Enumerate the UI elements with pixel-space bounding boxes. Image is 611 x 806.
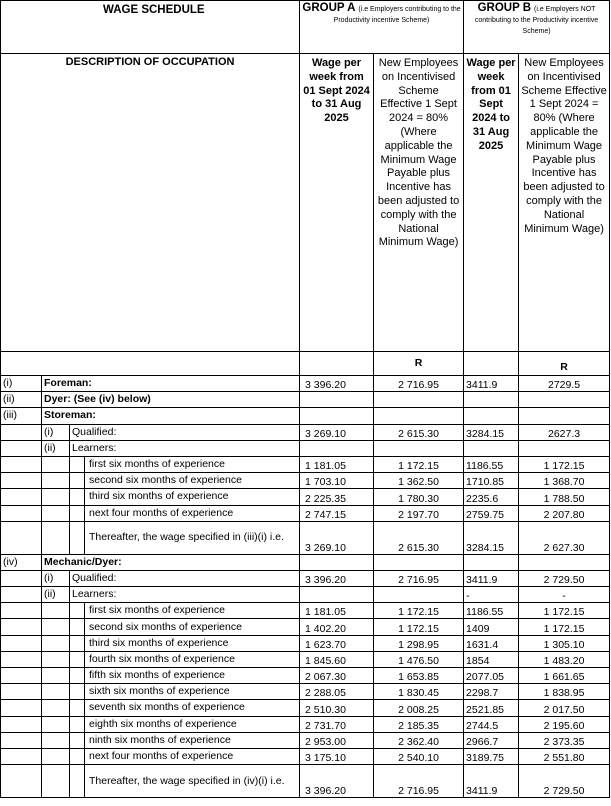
- group-a-wage: 3 269.10: [300, 521, 374, 554]
- group-b-note: (i.e Employers NOT contributing to the Productivity incentive Scheme): [474, 6, 599, 35]
- group-b-new-wage: 2 627.30: [519, 521, 610, 554]
- blank-cell: [1, 619, 42, 635]
- group-a-new-wage: 1 172.15: [374, 603, 464, 619]
- row-label: next four months of experience: [85, 748, 300, 764]
- group-b-wage: [464, 392, 519, 408]
- blank-cell: [70, 668, 85, 684]
- group-a-wage: 3 396.20: [300, 570, 374, 586]
- group-b-wage: 2077.05: [464, 668, 519, 684]
- group-b-new-wage: 1 838.95: [519, 684, 610, 700]
- blank-cell: [1, 489, 42, 505]
- table-row: [1, 456, 610, 472]
- group-b-new-wage: 2 551.80: [519, 748, 610, 764]
- group-b-new-employees-header: New Employees on Incentivised Scheme Effective 1 Sept 2024 = 80% (Where applicable the Minimum Wage Payable plus Incentive has been adjusted to comply with the National Minimum Wage): [519, 54, 610, 352]
- group-b-wage: 1409: [464, 619, 519, 635]
- row-label: seventh six months of experience: [85, 700, 300, 716]
- blank-cell: [1, 603, 42, 619]
- row-label: third six months of experience: [85, 489, 300, 505]
- group-b-new-wage: -: [519, 587, 610, 603]
- group-a-wage: 2 747.15: [300, 505, 374, 521]
- group-b-new-wage: 2 729.50: [519, 765, 610, 798]
- blank-cell: [1, 352, 300, 376]
- group-b-new-wage: [519, 408, 610, 424]
- blank-cell: [70, 456, 85, 472]
- group-a-wage: 1 845.60: [300, 651, 374, 667]
- table-row: [1, 619, 610, 635]
- table-row: [1, 521, 610, 554]
- table-row: [1, 554, 610, 570]
- group-b-new-wage: 2 017.50: [519, 700, 610, 716]
- blank-cell: [1, 456, 42, 472]
- blank-cell: [42, 765, 70, 798]
- blank-cell: [42, 505, 70, 521]
- row-subnumber: (ii): [42, 440, 70, 456]
- group-a-header: [300, 1, 464, 54]
- group-a-wage: 1 623.70: [300, 635, 374, 651]
- row-label: next four months of experience: [85, 505, 300, 521]
- group-b-new-wage: 2 207.80: [519, 505, 610, 521]
- group-b-wage: 3411.9: [464, 570, 519, 586]
- blank-cell: [1, 570, 42, 586]
- group-b-new-wage: 2627.3: [519, 424, 610, 440]
- blank-cell: [70, 716, 85, 732]
- blank-cell: [70, 489, 85, 505]
- group-a-wage: [300, 392, 374, 408]
- table-row: [1, 440, 610, 456]
- blank-cell: [42, 619, 70, 635]
- group-a-new-wage: 1 780.30: [374, 489, 464, 505]
- table-row: [1, 748, 610, 764]
- blank-cell: [1, 505, 42, 521]
- group-a-wage: 3 175.10: [300, 748, 374, 764]
- blank-cell: [70, 521, 85, 554]
- blank-cell: [70, 619, 85, 635]
- group-b-wage: [464, 554, 519, 570]
- table-row: [1, 732, 610, 748]
- group-a-new-wage: 2 615.30: [374, 521, 464, 554]
- row-label: Thereafter, the wage specified in (iii)(i) i.e.: [85, 521, 300, 554]
- group-b-wage: 3284.15: [464, 424, 519, 440]
- blank-cell: [70, 765, 85, 798]
- blank-cell: [1, 440, 42, 456]
- group-b-wage: 1186.55: [464, 456, 519, 472]
- group-a-new-wage: 1 298.95: [374, 635, 464, 651]
- group-b-new-wage: 1 788.50: [519, 489, 610, 505]
- group-a-new-employees-header: New Employees on Incentivised Scheme Effective 1 Sept 2024 = 80% (Where applicable the Minimum Wage Payable plus Incentive has been adjusted to comply with the National Minimum Wage): [374, 54, 464, 352]
- group-a-wage: [300, 408, 374, 424]
- table-row: [1, 408, 610, 424]
- blank-cell: [1, 587, 42, 603]
- table-row: [1, 716, 610, 732]
- row-label: Dyer: (See (iv) below): [42, 392, 300, 408]
- blank-cell: [1, 765, 42, 798]
- group-a-new-wage: 2 716.95: [374, 570, 464, 586]
- group-a-new-wage: [374, 392, 464, 408]
- row-number: (ii): [1, 392, 42, 408]
- row-label: Foreman:: [42, 376, 300, 392]
- row-subnumber: (i): [42, 424, 70, 440]
- group-a-wage: 1 181.05: [300, 603, 374, 619]
- blank-cell: [1, 473, 42, 489]
- blank-cell: [70, 505, 85, 521]
- group-a-new-wage: 2 716.95: [374, 765, 464, 798]
- row-label: Thereafter, the wage specified in (iv)(i) i.e.: [85, 765, 300, 798]
- blank-cell: [70, 651, 85, 667]
- blank-cell: [1, 521, 42, 554]
- row-number: (iv): [1, 554, 42, 570]
- group-a-wage: [300, 440, 374, 456]
- table-row: [1, 376, 610, 392]
- row-label: ninth six months of experience: [85, 732, 300, 748]
- group-a-new-wage: 1 172.15: [374, 619, 464, 635]
- group-a-note: (i.e Employers contributing to the Productivity incentive Scheme): [333, 6, 461, 24]
- row-label: third six months of experience: [85, 635, 300, 651]
- group-b-title: GROUP B: [477, 2, 532, 14]
- group-a-wage: [300, 587, 374, 603]
- blank-cell: [70, 603, 85, 619]
- group-b-wage: 1186.55: [464, 603, 519, 619]
- group-b-wage: -: [464, 587, 519, 603]
- group-b-wage: 1710.85: [464, 473, 519, 489]
- group-b-wage-header: Wage per week from 01 Sept 2024 to 31 Aug 2025: [464, 54, 519, 352]
- group-a-wage: 3 396.20: [300, 376, 374, 392]
- group-a-title: GROUP A: [302, 2, 356, 14]
- group-b-header: [464, 1, 610, 54]
- group-b-wage: 2759.75: [464, 505, 519, 521]
- group-a-new-wage: 2 362.40: [374, 732, 464, 748]
- group-b-new-wage: 1 661.65: [519, 668, 610, 684]
- blank-cell: [42, 635, 70, 651]
- group-b-wage: 2966.7: [464, 732, 519, 748]
- blank-cell: [70, 748, 85, 764]
- group-a-new-wage: [374, 554, 464, 570]
- row-subnumber: (i): [42, 570, 70, 586]
- blank-cell: [70, 700, 85, 716]
- row-subnumber: (ii): [42, 587, 70, 603]
- group-b-new-wage: [519, 392, 610, 408]
- group-a-new-wage: 2 615.30: [374, 424, 464, 440]
- blank-cell: [70, 473, 85, 489]
- blank-cell: [1, 635, 42, 651]
- group-a-wage: [300, 554, 374, 570]
- group-a-wage: 1 703.10: [300, 473, 374, 489]
- group-a-new-wage: 1 172.15: [374, 456, 464, 472]
- description-header: DESCRIPTION OF OCCUPATION: [1, 54, 300, 352]
- group-b-wage: 3284.15: [464, 521, 519, 554]
- blank-cell: [42, 700, 70, 716]
- group-a-wage-header: Wage per week from 01 Sept 2024 to 31 Aug 2025: [300, 54, 374, 352]
- group-a-new-wage: 2 716.95: [374, 376, 464, 392]
- group-a-new-wage: 1 653.85: [374, 668, 464, 684]
- table-row: [1, 668, 610, 684]
- group-a-new-wage: 2 540.10: [374, 748, 464, 764]
- row-label: sixth six months of experience: [85, 684, 300, 700]
- group-b-wage: 3411.9: [464, 765, 519, 798]
- blank-cell: [1, 424, 42, 440]
- table-row: [1, 570, 610, 586]
- blank-cell: [70, 635, 85, 651]
- row-label: Qualified:: [70, 570, 300, 586]
- group-a-wage: 2 953.00: [300, 732, 374, 748]
- group-a-wage: 2 510.30: [300, 700, 374, 716]
- row-label: Learners:: [70, 440, 300, 456]
- group-a-wage: 2 067.30: [300, 668, 374, 684]
- row-number: (iii): [1, 408, 42, 424]
- row-label: Storeman:: [42, 408, 300, 424]
- wage-schedule-title: WAGE SCHEDULE: [1, 1, 300, 54]
- table-row: [1, 651, 610, 667]
- group-a-new-wage: 2 185.35: [374, 716, 464, 732]
- blank-cell: [300, 352, 374, 376]
- row-label: second six months of experience: [85, 619, 300, 635]
- group-b-wage: [464, 408, 519, 424]
- group-a-wage: 2 225.35: [300, 489, 374, 505]
- group-a-wage: 3 269.10: [300, 424, 374, 440]
- blank-cell: [1, 716, 42, 732]
- blank-cell: [42, 748, 70, 764]
- blank-cell: [464, 352, 519, 376]
- group-a-wage: 1 402.20: [300, 619, 374, 635]
- group-a-wage: 2 731.70: [300, 716, 374, 732]
- row-label: Qualified:: [70, 424, 300, 440]
- group-a-wage: 2 288.05: [300, 684, 374, 700]
- group-a-currency: R: [374, 352, 464, 376]
- blank-cell: [42, 456, 70, 472]
- group-a-new-wage: 1 476.50: [374, 651, 464, 667]
- group-a-new-wage: [374, 587, 464, 603]
- group-b-wage: 2521.85: [464, 700, 519, 716]
- row-label: eighth six months of experience: [85, 716, 300, 732]
- group-b-new-wage: 2729.5: [519, 376, 610, 392]
- group-b-wage: 3189.75: [464, 748, 519, 764]
- row-label: Learners:: [70, 587, 300, 603]
- group-a-new-wage: 1 362.50: [374, 473, 464, 489]
- group-a-new-wage: [374, 440, 464, 456]
- group-b-new-wage: 2 373.35: [519, 732, 610, 748]
- blank-cell: [42, 489, 70, 505]
- group-a-new-wage: 2 008.25: [374, 700, 464, 716]
- group-b-wage: 2235.6: [464, 489, 519, 505]
- group-b-new-wage: 1 483.20: [519, 651, 610, 667]
- group-a-new-wage: [374, 408, 464, 424]
- table-row: [1, 489, 610, 505]
- blank-cell: [42, 651, 70, 667]
- blank-cell: [42, 716, 70, 732]
- table-row: [1, 505, 610, 521]
- table-row: [1, 635, 610, 651]
- table-row: [1, 765, 610, 798]
- row-number: (i): [1, 376, 42, 392]
- table-row: [1, 392, 610, 408]
- blank-cell: [1, 668, 42, 684]
- blank-cell: [1, 748, 42, 764]
- group-a-wage: 1 181.05: [300, 456, 374, 472]
- blank-cell: [42, 684, 70, 700]
- row-label: fifth six months of experience: [85, 668, 300, 684]
- table-row: [1, 424, 610, 440]
- table-row: [1, 684, 610, 700]
- blank-cell: [70, 732, 85, 748]
- row-label: first six months of experience: [85, 603, 300, 619]
- blank-cell: [1, 684, 42, 700]
- group-a-new-wage: 2 197.70: [374, 505, 464, 521]
- table-row: [1, 603, 610, 619]
- group-b-new-wage: 1 368.70: [519, 473, 610, 489]
- group-a-wage: 3 396.20: [300, 765, 374, 798]
- blank-cell: [42, 603, 70, 619]
- group-b-currency: R: [519, 352, 610, 376]
- group-b-new-wage: 2 195.60: [519, 716, 610, 732]
- group-b-wage: 1631.4: [464, 635, 519, 651]
- table-row: [1, 700, 610, 716]
- blank-cell: [42, 521, 70, 554]
- group-b-wage: 2744.5: [464, 716, 519, 732]
- group-b-wage: 3411.9: [464, 376, 519, 392]
- group-b-new-wage: 1 172.15: [519, 456, 610, 472]
- group-b-new-wage: 1 305.10: [519, 635, 610, 651]
- blank-cell: [70, 684, 85, 700]
- group-b-new-wage: [519, 440, 610, 456]
- group-b-new-wage: 1 172.15: [519, 603, 610, 619]
- blank-cell: [1, 700, 42, 716]
- group-b-new-wage: [519, 554, 610, 570]
- group-a-new-wage: 1 830.45: [374, 684, 464, 700]
- row-label: second six months of experience: [85, 473, 300, 489]
- blank-cell: [42, 732, 70, 748]
- blank-cell: [1, 732, 42, 748]
- group-b-new-wage: 1 172.15: [519, 619, 610, 635]
- blank-cell: [42, 473, 70, 489]
- blank-cell: [1, 651, 42, 667]
- row-label: fourth six months of experience: [85, 651, 300, 667]
- table-row: [1, 587, 610, 603]
- group-b-new-wage: 2 729.50: [519, 570, 610, 586]
- row-label: Mechanic/Dyer:: [42, 554, 300, 570]
- blank-cell: [42, 668, 70, 684]
- group-b-wage: [464, 440, 519, 456]
- row-label: first six months of experience: [85, 456, 300, 472]
- group-b-wage: 1854: [464, 651, 519, 667]
- table-row: [1, 473, 610, 489]
- group-b-wage: 2298.7: [464, 684, 519, 700]
